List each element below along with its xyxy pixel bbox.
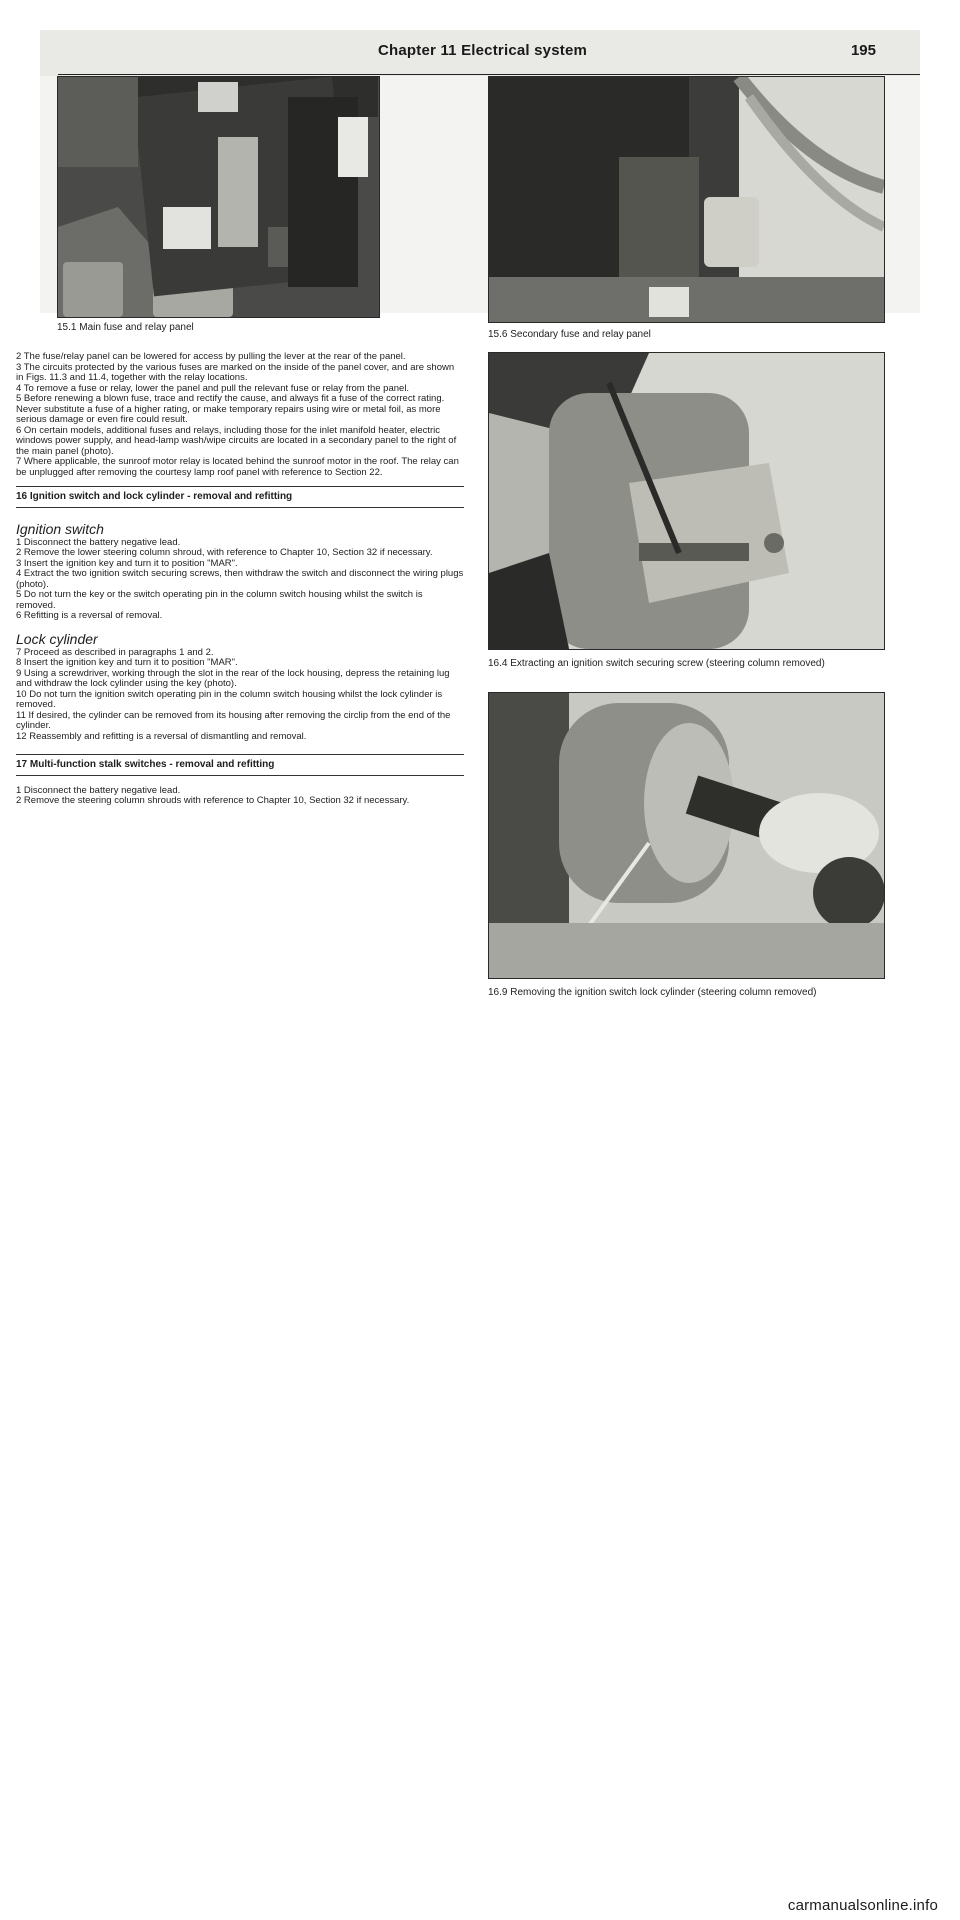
s16-para-9: 9 Using a screwdriver, working through the slot in the rear of the lock housing, depress the retaining lug and withdraw the lock cylinder using the key (photo). [16,667,450,689]
chapter-title: Chapter 11 Electrical system [378,42,588,59]
photo-ignition-switch-screw [488,352,885,650]
s16-para-7: 7 Proceed as described in paragraphs 1 and 2. [16,646,214,658]
subheading-lock-cylinder: Lock cylinder [16,630,98,647]
s16-para-11: 11 If desired, the cylinder can be removed from its housing after removing the circlip from the end of the cylinder. [16,709,451,731]
s15-para-7: 7 Where applicable, the sunroof motor relay is located behind the sunroof motor in the roof. The relay can be unplugged after removing the courtesy lamp roof panel with reference to Section 22. [16,456,459,478]
photo-lock-cylinder-removal [488,692,885,979]
s17-para-1: 1 Disconnect the battery negative lead. [16,784,181,796]
s16-para-6: 6 Refitting is a reversal of removal. [16,610,163,621]
s16-para-1: 1 Disconnect the battery negative lead. [16,536,181,548]
s15-para-2: 2 The fuse/relay panel can be lowered for access by pulling the lever at the rear of the panel. [16,351,406,362]
page-header [40,30,920,76]
photo-secondary-fuse-panel [488,76,885,323]
s16-para-5: 5 Do not turn the key or the switch operating pin in the column switch housing whilst the switch is removed. [16,589,423,611]
header-rule [58,74,920,75]
section-16-rule [16,486,464,487]
s16-para-12: 12 Reassembly and refitting is a reversal of dismantling and removal. [16,730,307,742]
section-16-title: 16 Ignition switch and lock cylinder - removal and refitting [16,491,293,502]
page-number: 195 [850,42,876,59]
watermark: carmanualsonline.info [787,1897,938,1914]
caption-16-4: 16.4 Extracting an ignition switch securing screw (steering column removed) [488,658,825,669]
section-17-rule-bottom [16,775,464,776]
s15-para-4: 4 To remove a fuse or relay, lower the panel and pull the relevant fuse or relay from the panel. [16,382,410,394]
caption-15-6: 15.6 Secondary fuse and relay panel [488,329,651,340]
section-17-title: 17 Multi-function stalk switches - removal and refitting [16,759,275,770]
caption-16-9: 16.9 Removing the ignition switch lock cylinder (steering column removed) [488,987,817,998]
s16-para-3: 3 Insert the ignition key and turn it to position "MAR". [16,557,238,569]
s17-para-2: 2 Remove the steering column shrouds with reference to Chapter 10, Section 32 if necessary. [16,795,410,806]
s15-para-3: 3 The circuits protected by the various fuses are marked on the inside of the panel cover, and are shown in Figs. 11.3 and 11.4, together with the relay locations. [16,361,455,383]
s16-para-10: 10 Do not turn the ignition switch operating pin in the column switch housing whilst the lock cylinder is removed. [16,688,443,710]
subheading-ignition-switch: Ignition switch [16,520,104,537]
section-17-rule [16,754,464,755]
s16-para-8: 8 Insert the ignition key and turn it to position "MAR". [16,657,238,668]
photo-main-fuse-panel [57,76,380,318]
s15-para-6: 6 On certain models, additional fuses and relays, including those for the inlet manifold heater, electric windows power supply, and head-lamp wash/wipe circuits are located in a secondary panel to the right of the main panel (photo). [16,424,457,457]
s15-para-5: 5 Before renewing a blown fuse, trace and rectify the cause, and always fit a fuse of the correct rating. Never substitute a fuse of a higher rating, or make temporary repairs using wire or metal foil, as more serious damage or even fire could result. [16,393,445,425]
section-16-rule-bottom [16,507,464,508]
s16-para-2: 2 Remove the lower steering column shroud, with reference to Chapter 10, Section 32 if necessary. [16,547,433,558]
s16-para-4: 4 Extract the two ignition switch securing screws, then withdraw the switch and disconnect the wiring plugs (photo). [16,568,464,590]
left-column-text [16,316,464,807]
caption-15-1: 15.1 Main fuse and relay panel [57,322,194,333]
